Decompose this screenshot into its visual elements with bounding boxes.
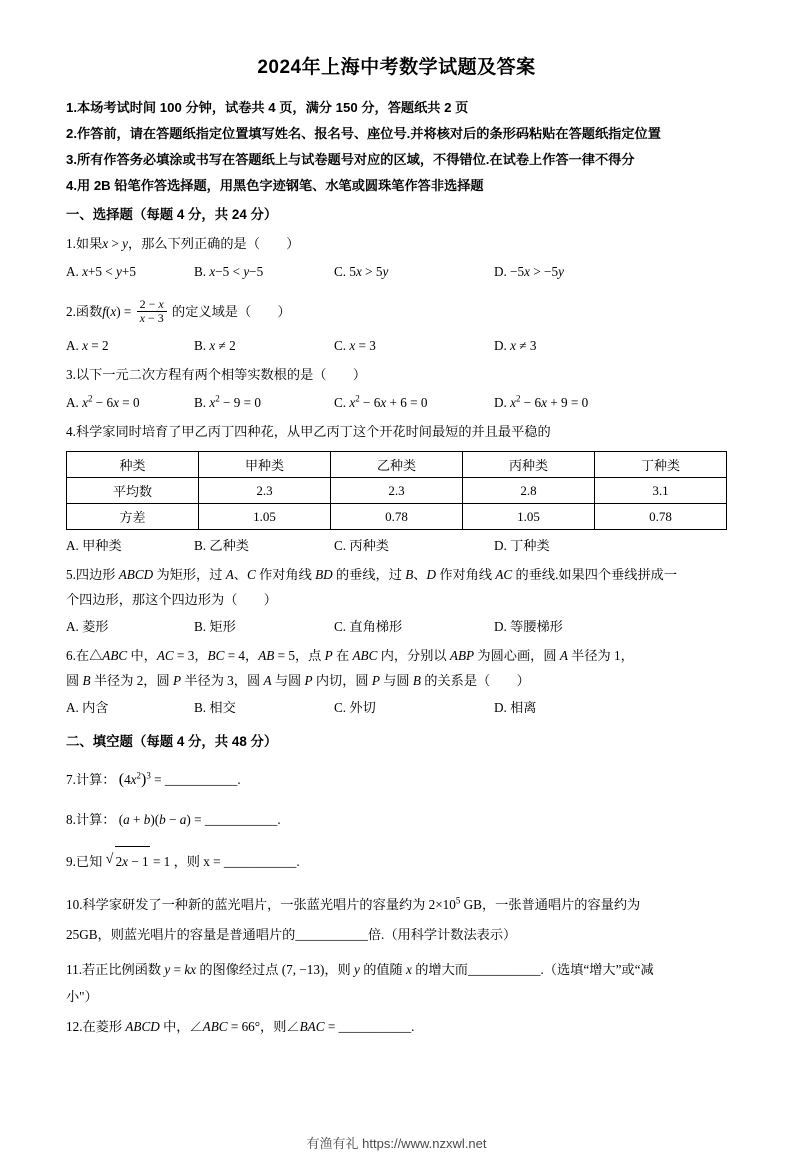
- option-a: A. 甲种类: [66, 538, 122, 553]
- question-5-stem-line2: 个四边形，那这个四边形为（ ）: [66, 592, 277, 607]
- document-page: [0, 52, 793, 1040]
- question-1-stem: 1.如果x > y，那么下列正确的是（ ）: [66, 236, 300, 251]
- option-a: A. x+5 < y+5: [66, 264, 136, 279]
- question-11-line1: 11.若正比例函数 y = kx 的图像经过点 (7, −13)，则 y 的值随 x 的增大而___________.（选填“增大”或“减: [66, 962, 654, 977]
- question-8: 8.计算： (a + b)(b − a) = ___________.: [66, 812, 281, 827]
- table-cell: 方差: [67, 504, 199, 530]
- question-5-stem-line1: 5.四边形 ABCD 为矩形，过 A、C 作对角线 BD 的垂线，过 B、D 作对角线 AC 的垂线.如果四个垂线拼成一: [66, 567, 678, 582]
- table-cell: 甲种类: [199, 452, 331, 478]
- table-row: [67, 478, 727, 504]
- instruction-4: 4.用 2B 铅笔作答选择题，用黑色字迹钢笔、水笔或圆珠笔作答非选择题: [66, 178, 484, 193]
- table-row: [67, 504, 727, 530]
- table-cell: 1.05: [463, 504, 595, 530]
- option-c: C. 直角梯形: [334, 619, 403, 634]
- table-cell: 0.78: [595, 504, 727, 530]
- option-a: A. 菱形: [66, 619, 109, 634]
- question-4-table: [66, 451, 727, 530]
- table-cell: 种类: [67, 452, 199, 478]
- table-cell: 2.8: [463, 478, 595, 504]
- question-1-suffix: ，那么下列正确的是（ ）: [128, 236, 300, 251]
- footer-watermark: 有渔有礼 https://www.nzxwl.net: [306, 1136, 487, 1151]
- table-row: [67, 452, 727, 478]
- question-1-options: [66, 259, 727, 285]
- table-cell: 2.3: [199, 478, 331, 504]
- option-c: C. 5x > 5y: [334, 264, 389, 279]
- question-11-line2: 小"）: [66, 989, 98, 1004]
- option-c: C. 外切: [334, 700, 376, 715]
- option-c: C. 丙种类: [334, 538, 389, 553]
- table-cell: 1.05: [199, 504, 331, 530]
- option-d: D. −5x > −5y: [494, 264, 564, 279]
- section-1-heading: 一、选择题（每题 4 分，共 24 分）: [66, 207, 278, 222]
- question-2-options: [66, 333, 727, 359]
- page-title: 2024年上海中考数学试题及答案: [257, 57, 536, 78]
- question-4-stem: 4.科学家同时培育了甲乙丙丁四种花，从甲乙丙丁这个开花时间最短的并且最平稳的: [66, 424, 551, 439]
- table-cell: 丙种类: [463, 452, 595, 478]
- option-c: C. $x^2 - 6x + 6 = 0$: [334, 393, 428, 410]
- option-b: B. x−5 < y−5: [194, 264, 264, 279]
- option-b: B. x ≠ 2: [194, 338, 236, 353]
- question-3-options: [66, 390, 727, 416]
- question-6-options: [66, 695, 727, 721]
- question-1-prefix: 1.如果: [66, 236, 103, 251]
- question-5-options: [66, 614, 727, 640]
- option-d: D. 相离: [494, 700, 537, 715]
- table-cell: 丁种类: [595, 452, 727, 478]
- question-9: 9.已知 √ 2x − 1 = 1 ，则 x = ___________.: [66, 846, 727, 877]
- option-d: D. 丁种类: [494, 538, 550, 553]
- question-3-stem: 3.以下一元二次方程有两个相等实数根的是（ ）: [66, 367, 367, 382]
- table-cell: 3.1: [595, 478, 727, 504]
- option-a: A. 内含: [66, 700, 109, 715]
- question-7: 7.计算： $(4x^2)^3$ = ___________.: [66, 770, 241, 788]
- option-a: A. x = 2: [66, 338, 109, 353]
- question-6-stem-line1: 6.在△ABC 中，AC = 3，BC = 4，AB = 5，点 P 在 ABC 内，分别以 ABP 为圆心画，圆 A 半径为 1，: [66, 648, 634, 663]
- section-2-heading: 二、填空题（每题 4 分，共 48 分）: [66, 734, 278, 749]
- instruction-1: 1.本场考试时间 100 分钟，试卷共 4 页，满分 150 分，答题纸共 2 页: [66, 100, 469, 115]
- question-2-stem: 2.函数f(x) = $\frac{2 - x}{x - 3}$ 的定义域是（ ）: [66, 296, 291, 326]
- question-12: 12.在菱形 ABCD 中，∠ABC = 66°，则∠BAC = ___________.: [66, 1019, 415, 1034]
- option-b: B. 矩形: [194, 619, 236, 634]
- question-10-line2: 25GB，则蓝光唱片的容量是普通唱片的___________倍.（用科学计数法表示）: [66, 927, 517, 942]
- question-10-line1: 10.科学家研发了一种新的蓝光唱片，一张蓝光唱片的容量约为 $2\times 10^5$ GB，一张普通唱片的容量约为: [66, 895, 641, 912]
- table-cell: 0.78: [331, 504, 463, 530]
- option-b: B. $x^2 - 9 = 0$: [194, 393, 261, 410]
- option-d: D. x ≠ 3: [494, 338, 537, 353]
- option-d: D. $x^2 - 6x + 9 = 0$: [494, 393, 589, 410]
- question-4-options: [66, 533, 727, 559]
- option-a: A. $x^2 - 6x = 0$: [66, 393, 140, 410]
- instruction-3: 3.所有作答务必填涂或书写在答题纸上与试卷题号对应的区域，不得错位.在试卷上作答一律不得分: [66, 152, 635, 167]
- table-cell: 乙种类: [331, 452, 463, 478]
- option-c: C. x = 3: [334, 338, 376, 353]
- question-6-stem-line2: 圆 B 半径为 2，圆 P 半径为 3，圆 A 与圆 P 内切，圆 P 与圆 B 的关系是（ ）: [66, 673, 530, 688]
- option-d: D. 等腰梯形: [494, 619, 563, 634]
- table-cell: 平均数: [67, 478, 199, 504]
- option-b: B. 乙种类: [194, 538, 249, 553]
- table-cell: 2.3: [331, 478, 463, 504]
- instruction-2: 2.作答前，请在答题纸指定位置填写姓名、报名号、座位号.并将核对后的条形码粘贴在答题纸指定位置: [66, 126, 661, 141]
- option-b: B. 相交: [194, 700, 236, 715]
